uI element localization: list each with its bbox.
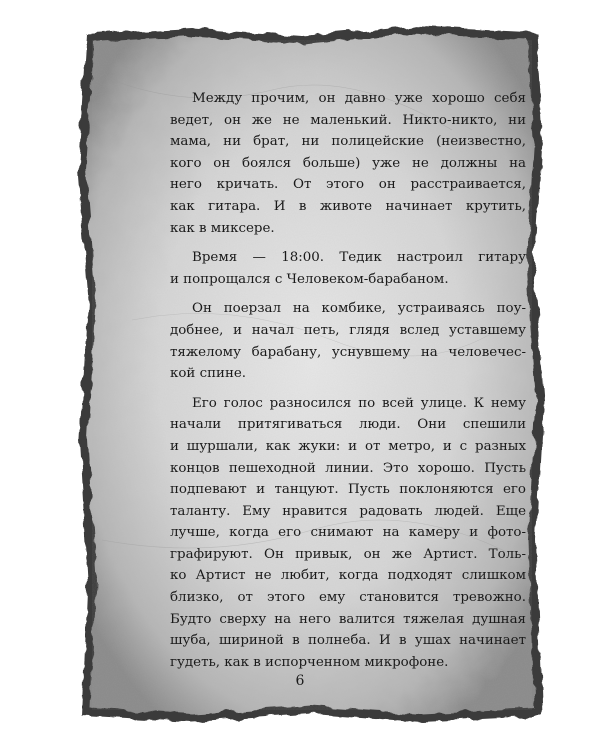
text-line: него кричать. От этого он расстраивается, xyxy=(170,177,526,193)
paragraph-3 xyxy=(170,298,526,384)
text-line: кой спине. xyxy=(170,366,247,382)
text-line: шуба, шириной в полнеба. И в ушах начинает xyxy=(170,633,526,649)
text-line: Между прочим, он давно уже хорошо себя xyxy=(192,91,526,106)
text-line: ведет, он же не маленький. Никто-никто, ни xyxy=(170,112,526,128)
text-line: гудеть, как в испорченном микрофоне. xyxy=(170,654,449,670)
paragraph-1 xyxy=(170,88,526,239)
text-line: кого он боялся больше) уже не должны на xyxy=(170,155,526,171)
text-line: и шуршали, как жуки: и от метро, и с разных xyxy=(170,438,526,454)
paragraph-2 xyxy=(170,247,526,290)
text-line: Его голос разносился по всей улице. К нему xyxy=(192,395,526,411)
text-line: Он поерзал на комбике, устраиваясь поу- xyxy=(192,301,526,317)
text-line: концов пешеходной линии. Это хорошо. Пусть xyxy=(170,460,526,476)
text-line: Время — 18:00. Тедик настроил гитару xyxy=(192,250,526,266)
page-number: 6 xyxy=(295,673,305,689)
body-text xyxy=(170,88,526,681)
text-line: начали притягиваться люди. Они спешили xyxy=(170,417,526,433)
text-line: ко Артист не любит, когда подходят слишком xyxy=(170,568,526,584)
text-line: таланту. Ему нравится радовать людей. Еще xyxy=(170,503,526,519)
text-line: как гитара. И в животе начинает крутить, xyxy=(170,198,526,214)
text-line: лучше, когда его снимают на камеру и фото- xyxy=(170,525,526,541)
text-line: как в миксере. xyxy=(170,220,275,236)
text-line: подпевают и танцуют. Пусть поклоняются его xyxy=(170,482,526,498)
text-line: добнее, и начал петь, глядя вслед уставшему xyxy=(170,322,526,338)
text-line: и попрощался с Человеком-барабаном. xyxy=(170,271,449,287)
text-line: Будто сверху на него валится тяжелая душная xyxy=(170,611,526,627)
paragraph-4 xyxy=(170,393,526,674)
text-line: графируют. Он привык, он же Артист. Толь- xyxy=(170,546,526,562)
text-line: мама, ни брат, ни полицейские (неизвестно, xyxy=(170,134,526,150)
text-line: тяжелому барабану, уснувшему на человечес- xyxy=(170,344,526,360)
text-line: близко, от этого ему становится тревожно. xyxy=(170,590,526,606)
